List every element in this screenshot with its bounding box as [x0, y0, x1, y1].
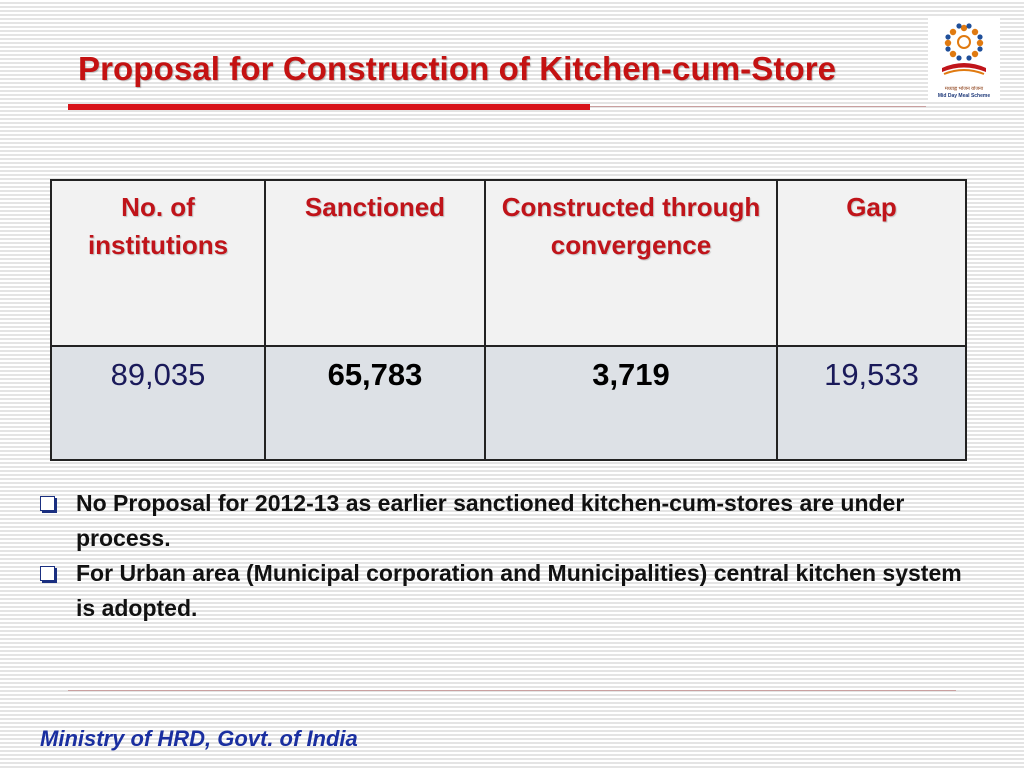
logo-emblem: [928, 18, 1000, 84]
table-row: [51, 346, 966, 460]
header-sanctioned: Sanctioned: [265, 180, 485, 346]
bullet-list: [36, 486, 986, 626]
title-underline-thin: [590, 106, 926, 107]
bullet-text: For Urban area (Municipal corporation and Municipalities) central kitchen system is adopted.: [76, 560, 962, 621]
mid-day-meal-logo: [928, 18, 1000, 100]
list-item: [36, 486, 986, 556]
slide-title: Proposal for Construction of Kitchen-cum-Store: [78, 50, 837, 87]
bullet-text: No Proposal for 2012-13 as earlier sanctioned kitchen-cum-stores are under process.: [76, 490, 905, 551]
list-item: [36, 556, 986, 626]
title-underline-bar: [68, 104, 590, 110]
table-header-row: [51, 180, 966, 346]
logo-hindi-text: मध्याह्न भोजन योजना: [944, 86, 984, 92]
kitchen-store-table: [50, 179, 967, 461]
cell-gap: 19,533: [777, 346, 966, 460]
footer-divider: [68, 690, 956, 691]
header-constructed: Constructed through convergence: [485, 180, 777, 346]
logo-english-text: Mid Day Meal Scheme: [937, 93, 991, 99]
footer-ministry: Ministry of HRD, Govt. of India: [40, 726, 358, 751]
header-gap: Gap: [777, 180, 966, 346]
header-institutions: No. of institutions: [51, 180, 265, 346]
square-bullet-icon: [40, 566, 55, 581]
cell-institutions: 89,035: [51, 346, 265, 460]
cell-constructed: 3,719: [485, 346, 777, 460]
cell-sanctioned: 65,783: [265, 346, 485, 460]
square-bullet-icon: [40, 496, 55, 511]
